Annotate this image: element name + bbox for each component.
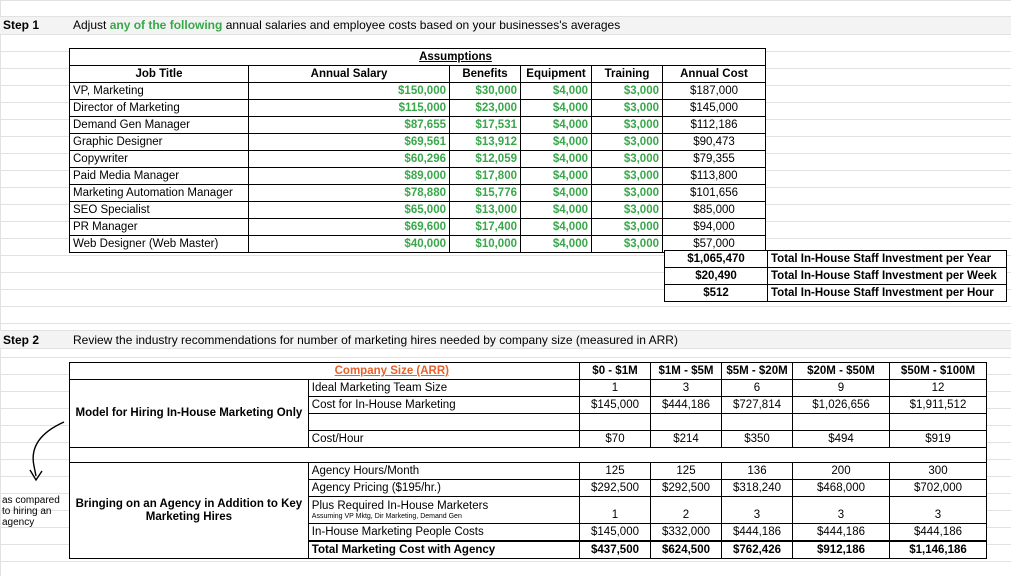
- step1-description: Adjust any of the following annual salaries and employee costs based on your businesses's averages: [73, 18, 621, 32]
- model-cell: $727,814: [722, 397, 793, 414]
- editable-cost-cell[interactable]: $4,000: [521, 100, 592, 117]
- model-cell: $70: [580, 431, 651, 448]
- job-title-cell[interactable]: PR Manager: [70, 219, 249, 236]
- total-hour-value: $512: [665, 285, 768, 302]
- col-equipment: Equipment: [521, 66, 592, 83]
- annual-cost-cell: $94,000: [663, 219, 766, 236]
- model-row-label: Ideal Marketing Team Size: [308, 380, 579, 397]
- editable-cost-cell[interactable]: $4,000: [521, 117, 592, 134]
- editable-cost-cell[interactable]: $17,800: [450, 168, 521, 185]
- editable-cost-cell[interactable]: $17,531: [450, 117, 521, 134]
- annual-cost-cell: $187,000: [663, 83, 766, 100]
- assumption-row: [70, 117, 766, 134]
- col-benefits: Benefits: [450, 66, 521, 83]
- total-year-row: [665, 251, 1007, 268]
- agency-row-label: In-House Marketing People Costs: [308, 524, 579, 542]
- total-hour-row: [665, 285, 1007, 302]
- assumption-row: [70, 100, 766, 117]
- total-year-value: $1,065,470: [665, 251, 768, 268]
- annual-cost-cell: $101,656: [663, 185, 766, 202]
- editable-cost-cell[interactable]: $69,561: [249, 134, 450, 151]
- editable-cost-cell[interactable]: $30,000: [450, 83, 521, 100]
- editable-cost-cell[interactable]: $23,000: [450, 100, 521, 117]
- editable-cost-cell[interactable]: $3,000: [592, 236, 663, 253]
- col-size-3: $20M - $50M: [793, 363, 890, 380]
- assumption-row: [70, 151, 766, 168]
- total-agency-label: Total Marketing Cost with Agency: [308, 541, 579, 559]
- editable-cost-cell[interactable]: $4,000: [521, 202, 592, 219]
- annual-cost-cell: $113,800: [663, 168, 766, 185]
- annual-cost-cell: $85,000: [663, 202, 766, 219]
- model-row-team-size: [70, 380, 987, 397]
- agency-label: Bringing on an Agency in Addition to Key Marketing Hires: [70, 463, 309, 559]
- agency-cell: $318,240: [722, 480, 793, 497]
- editable-cost-cell[interactable]: $12,059: [450, 151, 521, 168]
- annual-cost-cell: $79,355: [663, 151, 766, 168]
- editable-cost-cell[interactable]: $87,655: [249, 117, 450, 134]
- model-row-label: Cost/Hour: [308, 431, 579, 448]
- total-hour-label: Total In-House Staff Investment per Hour: [768, 285, 1007, 302]
- agency-cell: 1: [580, 497, 651, 524]
- editable-cost-cell[interactable]: $3,000: [592, 219, 663, 236]
- agency-cell: 2: [651, 497, 722, 524]
- editable-cost-cell[interactable]: $4,000: [521, 83, 592, 100]
- editable-cost-cell[interactable]: $69,600: [249, 219, 450, 236]
- assumptions-header-row: [70, 66, 766, 83]
- assumption-row: [70, 185, 766, 202]
- total-week-label: Total In-House Staff Investment per Week: [768, 268, 1007, 285]
- model-label: Model for Hiring In-House Marketing Only: [70, 380, 309, 448]
- model-cell: $145,000: [580, 397, 651, 414]
- job-title-cell[interactable]: Paid Media Manager: [70, 168, 249, 185]
- model-cell: 6: [722, 380, 793, 397]
- model-cell: $214: [651, 431, 722, 448]
- agency-cell: $292,500: [580, 480, 651, 497]
- col-size-0: $0 - $1M: [580, 363, 651, 380]
- agency-row-label: Agency Pricing ($195/hr.): [308, 480, 579, 497]
- col-training: Training: [592, 66, 663, 83]
- model-cell: 3: [651, 380, 722, 397]
- model-cell: $444,186: [651, 397, 722, 414]
- editable-cost-cell[interactable]: $115,000: [249, 100, 450, 117]
- model-cell: $494: [793, 431, 890, 448]
- assumptions-header: Assumptions: [249, 49, 663, 66]
- total-agency-cell: $624,500: [651, 541, 722, 559]
- agency-cell: 3: [722, 497, 793, 524]
- total-agency-cell: $912,186: [793, 541, 890, 559]
- editable-cost-cell[interactable]: $4,000: [521, 236, 592, 253]
- company-size-table: [69, 362, 987, 559]
- editable-cost-cell[interactable]: $3,000: [592, 168, 663, 185]
- agency-row-hours: [70, 463, 987, 480]
- agency-cell: $332,000: [651, 524, 722, 542]
- editable-cost-cell[interactable]: $3,000: [592, 134, 663, 151]
- editable-cost-cell[interactable]: $65,000: [249, 202, 450, 219]
- editable-cost-cell[interactable]: $13,912: [450, 134, 521, 151]
- agency-cell: 3: [890, 497, 987, 524]
- editable-cost-cell[interactable]: $3,000: [592, 100, 663, 117]
- editable-cost-cell[interactable]: $3,000: [592, 185, 663, 202]
- editable-cost-cell[interactable]: $40,000: [249, 236, 450, 253]
- gap-row: [70, 448, 987, 463]
- company-size-label: Company Size (ARR): [70, 363, 580, 380]
- agency-cell: $444,186: [793, 524, 890, 542]
- agency-row-label-multi: [308, 497, 579, 524]
- editable-cost-cell[interactable]: $3,000: [592, 151, 663, 168]
- agency-cell: 125: [580, 463, 651, 480]
- editable-cost-cell[interactable]: $3,000: [592, 117, 663, 134]
- col-annual-cost: Annual Cost: [663, 66, 766, 83]
- agency-cell: $145,000: [580, 524, 651, 542]
- annual-cost-cell: $90,473: [663, 134, 766, 151]
- model-cell: 9: [793, 380, 890, 397]
- editable-cost-cell[interactable]: $4,000: [521, 134, 592, 151]
- col-size-2: $5M - $20M: [722, 363, 793, 380]
- company-size-header-row: [70, 363, 987, 380]
- job-title-cell[interactable]: Copywriter: [70, 151, 249, 168]
- agency-cell: 136: [722, 463, 793, 480]
- job-title-cell[interactable]: Graphic Designer: [70, 134, 249, 151]
- job-title-cell[interactable]: SEO Specialist: [70, 202, 249, 219]
- total-year-label: Total In-House Staff Investment per Year: [768, 251, 1007, 268]
- model-cell: $1,026,656: [793, 397, 890, 414]
- annual-cost-cell: $112,186: [663, 117, 766, 134]
- editable-cost-cell[interactable]: $10,000: [450, 236, 521, 253]
- assumption-row: [70, 236, 766, 253]
- editable-cost-cell[interactable]: $3,000: [592, 83, 663, 100]
- col-size-4: $50M - $100M: [890, 363, 987, 380]
- editable-cost-cell[interactable]: $89,000: [249, 168, 450, 185]
- agency-cell: $468,000: [793, 480, 890, 497]
- agency-cell: 300: [890, 463, 987, 480]
- editable-cost-cell[interactable]: $13,000: [450, 202, 521, 219]
- annual-cost-cell: $57,000: [663, 236, 766, 253]
- editable-cost-cell[interactable]: $150,000: [249, 83, 450, 100]
- total-week-row: [665, 268, 1007, 285]
- model-cell: $350: [722, 431, 793, 448]
- side-note: as compared to hiring an agency: [2, 495, 60, 528]
- agency-row-note: Assuming VP Mktg, Dir Marketing, Demand Gen: [311, 512, 462, 520]
- total-week-value: $20,490: [665, 268, 768, 285]
- col-size-1: $1M - $5M: [651, 363, 722, 380]
- assumption-row: [70, 83, 766, 100]
- job-title-cell[interactable]: Demand Gen Manager: [70, 117, 249, 134]
- editable-cost-cell[interactable]: $60,296: [249, 151, 450, 168]
- model-cell: 12: [890, 380, 987, 397]
- editable-cost-cell[interactable]: $78,880: [249, 185, 450, 202]
- step2-description: Review the industry recommendations for number of marketing hires needed by company size (measured in ARR): [73, 333, 678, 347]
- editable-cost-cell[interactable]: $17,400: [450, 219, 521, 236]
- total-agency-cell: $762,426: [722, 541, 793, 559]
- col-job-title: Job Title: [70, 66, 249, 83]
- agency-cell: $702,000: [890, 480, 987, 497]
- assumption-row: [70, 202, 766, 219]
- agency-cell: $292,500: [651, 480, 722, 497]
- agency-cell: $444,186: [890, 524, 987, 542]
- model-cell: $1,911,512: [890, 397, 987, 414]
- editable-cost-cell[interactable]: $4,000: [521, 185, 592, 202]
- annual-cost-cell: $145,000: [663, 100, 766, 117]
- assumptions-table: [69, 48, 766, 253]
- agency-cell: 125: [651, 463, 722, 480]
- model-cell: $919: [890, 431, 987, 448]
- col-annual-salary: Annual Salary: [249, 66, 450, 83]
- model-row-label: Cost for In-House Marketing: [308, 397, 579, 414]
- agency-row-label: Agency Hours/Month: [308, 463, 579, 480]
- job-title-cell[interactable]: VP, Marketing: [70, 83, 249, 100]
- editable-cost-cell[interactable]: $15,776: [450, 185, 521, 202]
- job-title-cell[interactable]: Director of Marketing: [70, 100, 249, 117]
- step1-label: Step 1: [3, 18, 40, 32]
- assumption-row: [70, 134, 766, 151]
- total-agency-cell: $437,500: [580, 541, 651, 559]
- agency-row-label: Plus Required In-House Marketers: [311, 499, 489, 512]
- model-cell: 1: [580, 380, 651, 397]
- editable-cost-cell[interactable]: $4,000: [521, 151, 592, 168]
- agency-cell: $444,186: [722, 524, 793, 542]
- total-agency-cell: $1,146,186: [890, 541, 987, 559]
- editable-cost-cell[interactable]: $4,000: [521, 168, 592, 185]
- totals-table: [664, 250, 1007, 302]
- curved-arrow-icon: [20, 418, 70, 488]
- assumption-row: [70, 168, 766, 185]
- agency-cell: 3: [793, 497, 890, 524]
- editable-cost-cell[interactable]: $3,000: [592, 202, 663, 219]
- editable-cost-cell[interactable]: $4,000: [521, 219, 592, 236]
- step2-label: Step 2: [3, 333, 40, 347]
- job-title-cell[interactable]: Marketing Automation Manager: [70, 185, 249, 202]
- agency-cell: 200: [793, 463, 890, 480]
- assumption-row: [70, 219, 766, 236]
- job-title-cell[interactable]: Web Designer (Web Master): [70, 236, 249, 253]
